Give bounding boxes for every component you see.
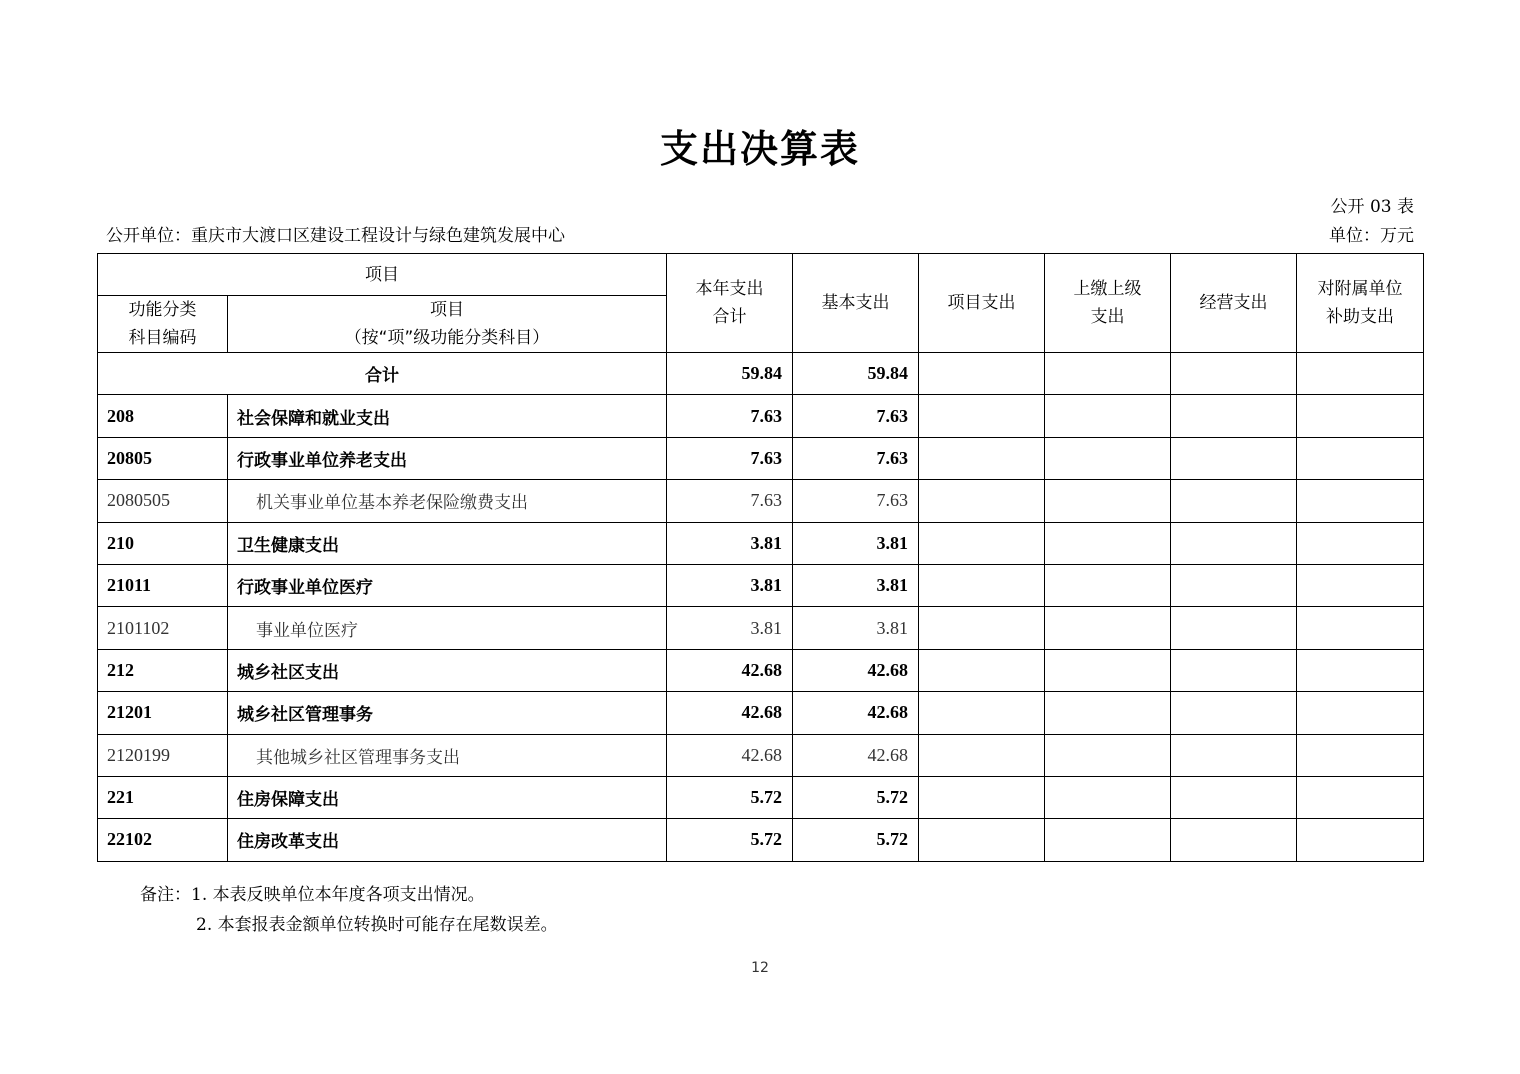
- header-code: [98, 296, 228, 353]
- empty-cell: [1171, 607, 1297, 649]
- empty-cell: [919, 734, 1045, 776]
- header-name-line1: 项目: [430, 300, 464, 320]
- empty-cell: [919, 437, 1045, 479]
- row-total: 42.68: [667, 649, 793, 691]
- table-row: [98, 692, 1424, 734]
- currency-unit: 单位：万元: [1329, 226, 1414, 246]
- table-row: [98, 776, 1424, 818]
- empty-cell: [1045, 649, 1171, 691]
- empty-cell: [1297, 522, 1424, 564]
- header-name: [228, 296, 667, 353]
- empty-cell: [1045, 353, 1171, 395]
- row-name: 城乡社区管理事务: [228, 692, 667, 734]
- empty-cell: [1297, 692, 1424, 734]
- row-total: 5.72: [667, 776, 793, 818]
- row-code: 21201: [98, 692, 228, 734]
- row-basic: 5.72: [793, 776, 919, 818]
- header-subsidiary-line1: 对附属单位: [1317, 279, 1403, 299]
- table-row: [98, 819, 1424, 861]
- empty-cell: [1045, 776, 1171, 818]
- row-name: 行政事业单位养老支出: [228, 437, 667, 479]
- empty-cell: [1297, 437, 1424, 479]
- row-name: 住房保障支出: [228, 776, 667, 818]
- form-number: 公开 03 表: [1330, 197, 1414, 217]
- expenditure-table: [97, 253, 1424, 862]
- table-row: [98, 395, 1424, 437]
- table-row: [98, 564, 1424, 606]
- empty-cell: [1045, 819, 1171, 861]
- empty-cell: [919, 480, 1045, 522]
- table-row: [98, 437, 1424, 479]
- empty-cell: [1171, 480, 1297, 522]
- header-basic: 基本支出: [793, 254, 919, 353]
- table-row: [98, 734, 1424, 776]
- header-name-line2: （按“项”级功能分类科目）: [344, 328, 550, 348]
- row-total: 42.68: [667, 692, 793, 734]
- row-basic: 5.72: [793, 819, 919, 861]
- row-code: 20805: [98, 437, 228, 479]
- row-basic: 7.63: [793, 437, 919, 479]
- row-basic: 3.81: [793, 607, 919, 649]
- note-line-1: 备注：1. 本表反映单位本年度各项支出情况。: [140, 885, 485, 905]
- empty-cell: [1171, 353, 1297, 395]
- empty-cell: [919, 649, 1045, 691]
- empty-cell: [1171, 776, 1297, 818]
- empty-cell: [919, 564, 1045, 606]
- total-label: 合计: [98, 353, 667, 395]
- empty-cell: [1297, 480, 1424, 522]
- header-project: 项目支出: [919, 254, 1045, 353]
- row-code: 21011: [98, 564, 228, 606]
- note-line-2: 2. 本套报表金额单位转换时可能存在尾数误差。: [196, 915, 558, 935]
- empty-cell: [1045, 564, 1171, 606]
- header-upper: [1045, 254, 1171, 353]
- empty-cell: [919, 522, 1045, 564]
- empty-cell: [1171, 692, 1297, 734]
- empty-cell: [1171, 395, 1297, 437]
- empty-cell: [1297, 649, 1424, 691]
- empty-cell: [919, 395, 1045, 437]
- row-basic: 3.81: [793, 522, 919, 564]
- row-name: 卫生健康支出: [228, 522, 667, 564]
- empty-cell: [1045, 607, 1171, 649]
- empty-cell: [1297, 819, 1424, 861]
- empty-cell: [1297, 395, 1424, 437]
- row-total: 3.81: [667, 564, 793, 606]
- empty-cell: [1171, 564, 1297, 606]
- row-total: 3.81: [667, 522, 793, 564]
- empty-cell: [919, 776, 1045, 818]
- table-row: [98, 480, 1424, 522]
- row-code: 2080505: [98, 480, 228, 522]
- row-name: 行政事业单位医疗: [228, 564, 667, 606]
- header-item-group: 项目: [98, 254, 667, 296]
- empty-cell: [1045, 437, 1171, 479]
- empty-cell: [1171, 819, 1297, 861]
- row-code: 2101102: [98, 607, 228, 649]
- row-basic: 42.68: [793, 692, 919, 734]
- header-total-line1: 本年支出: [695, 279, 764, 299]
- row-total: 7.63: [667, 437, 793, 479]
- row-total: 7.63: [667, 395, 793, 437]
- empty-cell: [1171, 649, 1297, 691]
- row-total: 7.63: [667, 480, 793, 522]
- empty-cell: [1045, 522, 1171, 564]
- empty-cell: [1171, 437, 1297, 479]
- empty-cell: [1297, 564, 1424, 606]
- row-name: 社会保障和就业支出: [228, 395, 667, 437]
- empty-cell: [1171, 522, 1297, 564]
- header-total-line2: 合计: [712, 307, 747, 327]
- table-row: [98, 522, 1424, 564]
- empty-cell: [1297, 353, 1424, 395]
- empty-cell: [1297, 607, 1424, 649]
- row-code: 2120199: [98, 734, 228, 776]
- row-name: 机关事业单位基本养老保险缴费支出: [228, 480, 667, 522]
- header-subsidiary-line2: 补助支出: [1326, 307, 1394, 327]
- row-code: 210: [98, 522, 228, 564]
- row-code: 221: [98, 776, 228, 818]
- page-title: 支出决算表: [659, 127, 860, 171]
- notes: [140, 880, 558, 940]
- empty-cell: [1297, 734, 1424, 776]
- row-total: 5.72: [667, 819, 793, 861]
- row-basic: 42.68: [793, 649, 919, 691]
- row-name: 住房改革支出: [228, 819, 667, 861]
- row-basic: 7.63: [793, 395, 919, 437]
- row-basic: 3.81: [793, 564, 919, 606]
- row-code: 212: [98, 649, 228, 691]
- empty-cell: [1045, 480, 1171, 522]
- header-subsidiary: [1297, 254, 1424, 353]
- empty-cell: [1045, 692, 1171, 734]
- row-code: 208: [98, 395, 228, 437]
- header-business: 经营支出: [1171, 254, 1297, 353]
- total-basic: 59.84: [793, 353, 919, 395]
- page-number: 12: [751, 960, 769, 976]
- row-code: 22102: [98, 819, 228, 861]
- total-row: [98, 353, 1424, 395]
- row-name: 事业单位医疗: [228, 607, 667, 649]
- row-name: 其他城乡社区管理事务支出: [228, 734, 667, 776]
- empty-cell: [919, 353, 1045, 395]
- total-amount: 59.84: [667, 353, 793, 395]
- reporting-unit: 公开单位：重庆市大渡口区建设工程设计与绿色建筑发展中心: [106, 226, 565, 246]
- empty-cell: [919, 692, 1045, 734]
- empty-cell: [1045, 395, 1171, 437]
- empty-cell: [1171, 734, 1297, 776]
- empty-cell: [919, 607, 1045, 649]
- empty-cell: [1045, 734, 1171, 776]
- table-row: [98, 607, 1424, 649]
- header-code-line2: 科目编码: [128, 328, 197, 348]
- header-total: [667, 254, 793, 353]
- header-upper-line1: 上缴上级: [1073, 279, 1142, 299]
- header-code-line1: 功能分类: [128, 300, 197, 320]
- row-basic: 7.63: [793, 480, 919, 522]
- empty-cell: [1297, 776, 1424, 818]
- row-total: 3.81: [667, 607, 793, 649]
- row-name: 城乡社区支出: [228, 649, 667, 691]
- header-upper-line2: 支出: [1090, 307, 1125, 327]
- row-basic: 42.68: [793, 734, 919, 776]
- empty-cell: [919, 819, 1045, 861]
- row-total: 42.68: [667, 734, 793, 776]
- table-row: [98, 649, 1424, 691]
